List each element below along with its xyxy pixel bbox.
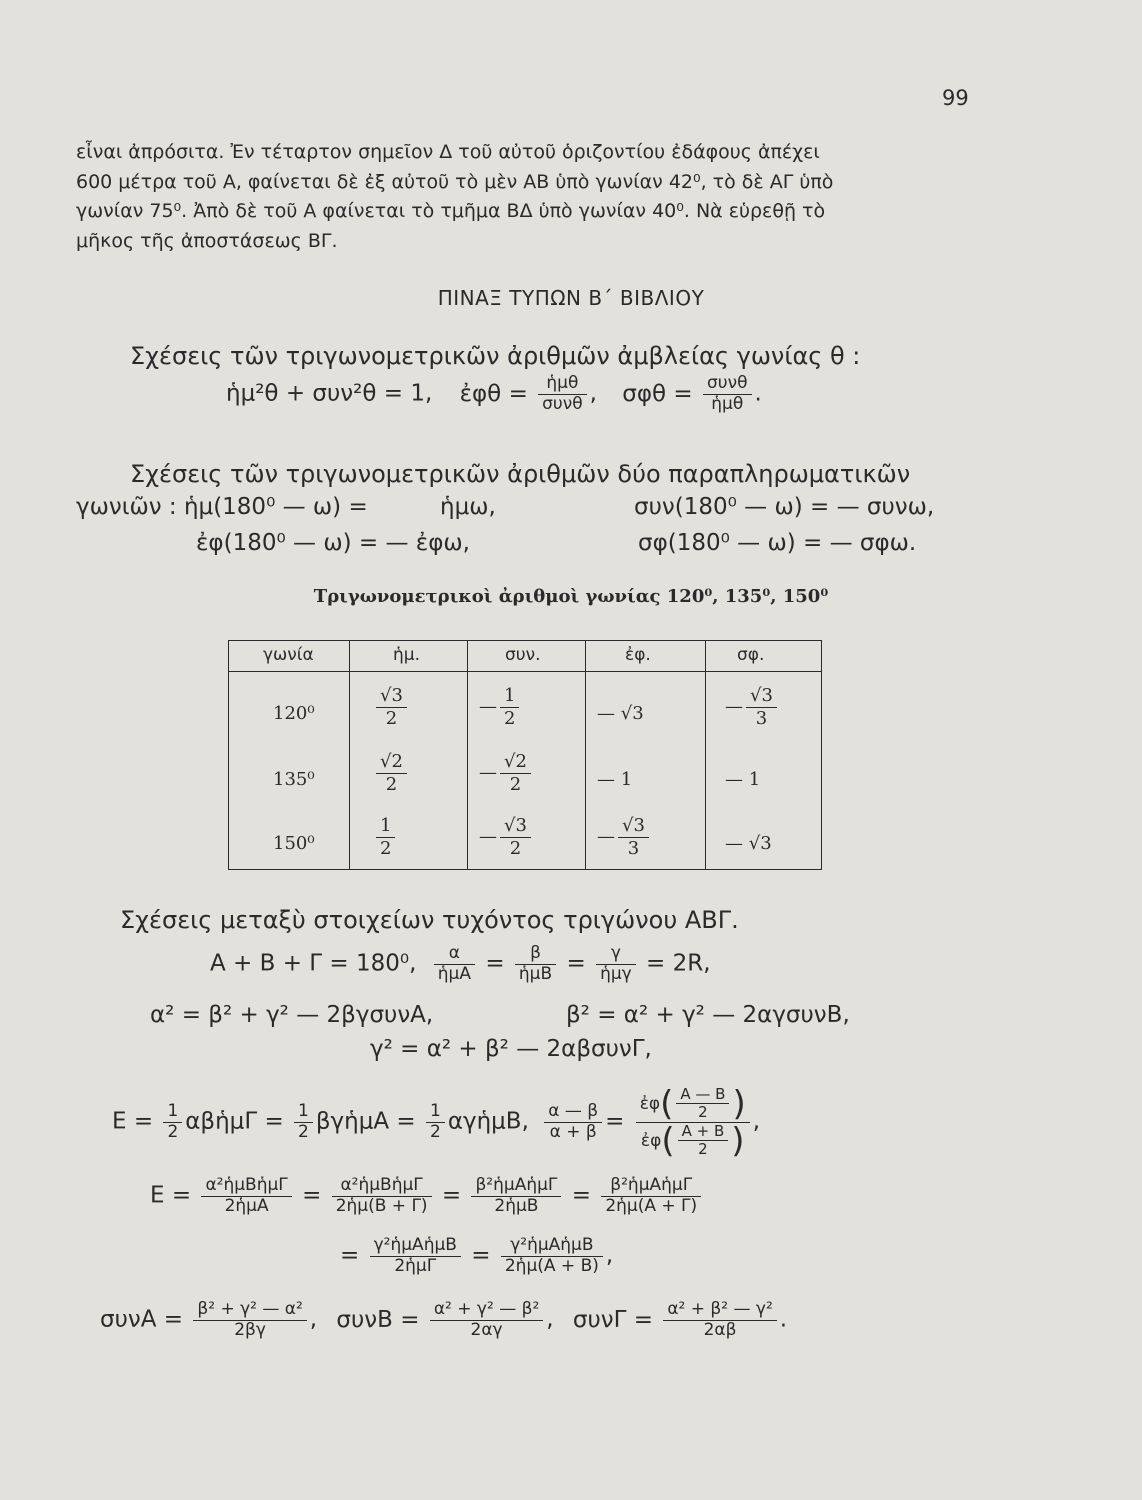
- sup-sin-result: ἡμω,: [440, 494, 496, 520]
- problem-paragraph: [76, 138, 972, 256]
- angle-120: 120⁰: [273, 703, 315, 724]
- col-divider: [585, 641, 586, 869]
- sin-135: $\frac{√2}{2}$: [373, 751, 410, 795]
- cos-150: — $\frac{√3}{2}$: [479, 815, 534, 859]
- end-period: .: [754, 380, 762, 407]
- area-sines-1: Ε = α²ἡμΒἡμΓ 2ἡμΑ = α²ἡμΒἡμΓ 2ἡμ(Β + Γ) = β²ἡμΑἡμΓ 2ἡμΒ = β²ἡμΑἡμΓ 2ἡμ(Α + Γ): [150, 1176, 704, 1216]
- angle-135: 135⁰: [273, 769, 315, 790]
- section1-heading: Σχέσεις τῶν τριγωνομετρικῶν ἀριθμῶν ἀμβλείας γωνίας θ :: [130, 342, 861, 370]
- cos-135: — $\frac{√2}{2}$: [479, 751, 534, 795]
- cot-def: σφθ =: [622, 380, 693, 407]
- tan-120: — √3: [597, 703, 644, 724]
- angle-sum: Α + Β + Γ = 180⁰,: [210, 950, 417, 977]
- header-cot: σφ.: [737, 645, 765, 665]
- area-formula: Ε = $\frac{1}{2}$ αβἡμΓ = $\frac{1}{2}$ βγἡμΑ = $\frac{1}{2}$ αγἡμΒ, $\frac{\alpha — \beta}{\alpha + \beta}$ = ἐφ( $\frac{A — B}{2}$ ) ἐφ( $\frac{A + B}{2}$ ) ,: [112, 1083, 761, 1161]
- section1-equation: [226, 374, 762, 414]
- sep: ,: [589, 380, 597, 407]
- sine-law-end: = 2R,: [646, 950, 711, 977]
- section2-heading: Σχέσεις τῶν τριγωνομετρικῶν ἀριθμῶν δύο παραπληρωματικῶν: [130, 460, 911, 488]
- tangent-ratio: ἐφ( $\frac{A — B}{2}$ ) ἐφ( $\frac{A + B}{2}$ ): [636, 1086, 750, 1158]
- sup-sin: γωνιῶν : ἡμ(180⁰ — ω) =: [76, 494, 368, 520]
- header-cos: συν.: [505, 645, 541, 665]
- paragraph-line: 600 μέτρα τοῦ Α, φαίνεται δὲ ἐξ αὐτοῦ τὸ μὲν ΑΒ ὑπὸ γωνίαν 42⁰, τὸ δὲ ΑΓ ὑπὸ: [76, 170, 834, 193]
- cos-120: — $\frac{1}{2}$: [479, 685, 522, 729]
- trig-table: [228, 640, 822, 870]
- sup-cot: σφ(180⁰ — ω) = — σφω.: [638, 530, 917, 556]
- sine-law: Α + Β + Γ = 180⁰, α ἡμΑ = β ἡμΒ = γ ἡμγ = 2R,: [210, 943, 711, 984]
- paragraph-line: εἶναι ἀπρόσιτα. Ἐν τέταρτον σημεῖον Δ τοῦ αὐτοῦ ὁριζοντίου ἐδάφους ἀπέχει: [76, 141, 820, 163]
- cosines-formulas: συνΑ = $\frac{\text{β² + γ² — α²}}{2\beta\gamma}$ , συνΒ = $\frac{\text{α² + γ² — β²}}{2\alpha\gamma}$ , συνΓ = $\frac{\text{α² + β² — γ²}}{2\alpha\beta}$ .: [100, 1299, 788, 1340]
- cosine-law-b: β² = α² + γ² — 2αγσυνΒ,: [566, 1002, 850, 1028]
- sin-150: $\frac{1}{2}$: [373, 815, 398, 859]
- tan-135: — 1: [597, 769, 633, 790]
- tan-150: — $\frac{√3}{3}$: [597, 815, 652, 859]
- cot-135: — 1: [725, 769, 761, 790]
- col-divider: [467, 641, 468, 869]
- formula-table-title: ΠΙΝΑΞ ΤΥΠΩΝ Β΄ ΒΙΒΛΙΟΥ: [437, 286, 705, 310]
- cosine-law-c: γ² = α² + β² — 2αβσυνΓ,: [370, 1036, 652, 1062]
- tan-def: ἐφθ =: [459, 380, 528, 407]
- tan-fraction: ἡμθ συνθ: [538, 374, 587, 414]
- page-number: 99: [942, 86, 969, 110]
- sup-cos: συν(180⁰ — ω) = — συνω,: [634, 494, 935, 520]
- area-sines-2: = γ²ἡμΑἡμΒ 2ἡμΓ = γ²ἡμΑἡμΒ 2ἡμ(Α + Β) ,: [340, 1235, 614, 1276]
- trig-table-caption: Τριγωνομετρικοὶ ἀριθμοὶ γωνίας 120⁰, 135⁰, 150⁰: [313, 586, 829, 607]
- section3-heading: Σχέσεις μεταξὺ στοιχείων τυχόντος τριγώνου ΑΒΓ.: [120, 906, 739, 934]
- col-divider: [349, 641, 350, 869]
- sin-120: $\frac{√3}{2}$: [373, 685, 410, 729]
- cot-fraction: συνθ ἡμθ: [703, 374, 752, 414]
- angle-150: 150⁰: [273, 833, 315, 854]
- tangent-law: $\frac{\alpha — \beta}{\alpha + \beta}$: [544, 1102, 602, 1142]
- cot-150: — √3: [725, 833, 772, 854]
- header-sin: ἡμ.: [393, 645, 420, 665]
- cosine-law-a: α² = β² + γ² — 2βγσυνΑ,: [150, 1002, 434, 1028]
- identity: ἡμ²θ + συν²θ = 1,: [226, 380, 433, 407]
- header-angle: γωνία: [263, 645, 314, 665]
- paragraph-line: γωνίαν 75⁰. Ἀπὸ δὲ τοῦ Α φαίνεται τὸ τμῆμα ΒΔ ὑπὸ γωνίαν 40⁰. Νὰ εὑρεθῇ τὸ: [76, 200, 826, 222]
- cot-120: — $\frac{√3}{3}$: [725, 685, 780, 729]
- paragraph-line: μῆκος τῆς ἀποστάσεως ΒΓ.: [76, 229, 338, 252]
- col-divider: [705, 641, 706, 869]
- header-tan: ἐφ.: [625, 645, 651, 665]
- sup-tan: ἐφ(180⁰ — ω) = — ἐφω,: [196, 530, 470, 556]
